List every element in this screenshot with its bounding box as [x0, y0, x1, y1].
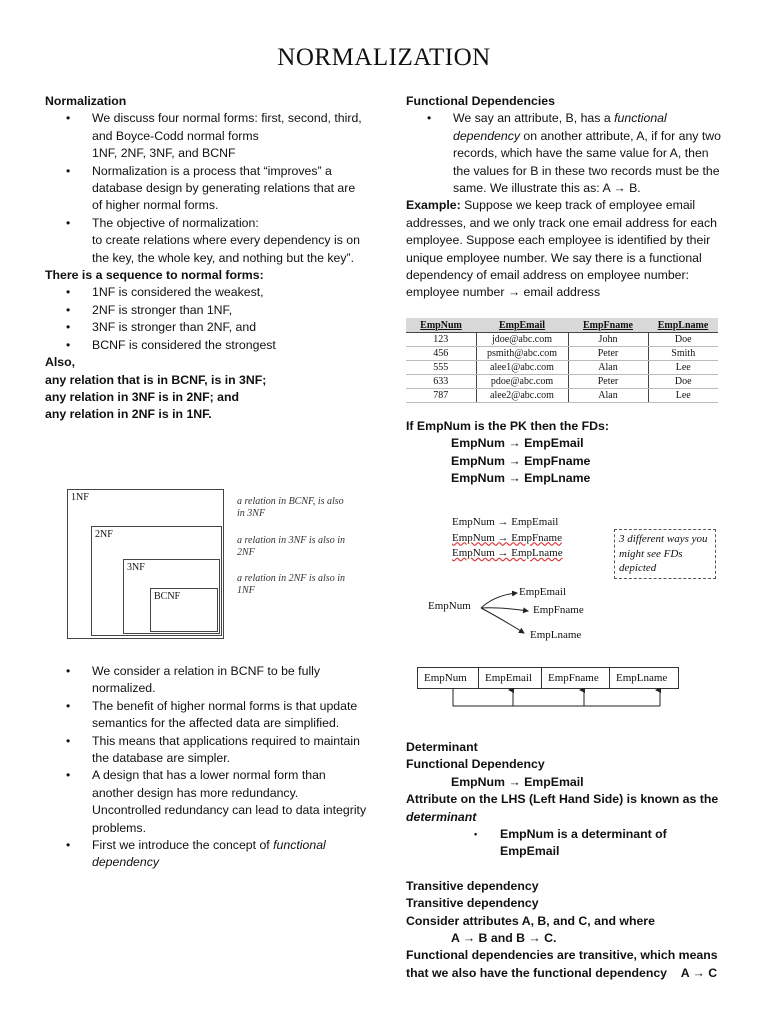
- transitive-text: Consider attributes A, B, and C, and where: [406, 913, 655, 928]
- example-fd: employee number → email address: [406, 285, 601, 300]
- also-line: any relation that is in BCNF, is in 3NF;: [45, 372, 267, 387]
- list-item: • BCNF is considered the strongest: [92, 337, 367, 354]
- determinant-fd: EmpNum → EmpEmail: [451, 774, 584, 789]
- table-header: EmpNum: [406, 318, 476, 333]
- fd-line: EmpNum → EmpEmail: [452, 516, 559, 528]
- relation-fd-arrows: [417, 688, 692, 710]
- list-item: • 2NF is stronger than 1NF,: [92, 302, 367, 319]
- sequence-heading: There is a sequence to normal forms:: [45, 268, 264, 283]
- label-bcnf: BCNF: [154, 591, 181, 602]
- section-heading-normalization: Normalization: [45, 94, 127, 108]
- sequence-list: [45, 284, 367, 354]
- page-title: NORMALIZATION: [277, 44, 491, 71]
- transitive-heading: Transitive dependency: [406, 878, 539, 893]
- relation-schema: [417, 667, 679, 689]
- note-bcnf: a relation in BCNF, is also in 3NF: [237, 496, 344, 519]
- list-item: • We say an attribute, B, has a functional dependency on another attribute, A, if for any two records, which have the same value for A, then the values for B in these two records must be the same. We illustrate this as: A → B.: [453, 110, 728, 197]
- fd-line: EmpNum → EmpLname: [452, 547, 563, 559]
- list-item: • We discuss four normal forms: first, second, third, and Boyce-Codd normal forms 1NF, 2NF, 3NF, and BCNF: [92, 110, 367, 162]
- fd-line: EmpNum → EmpEmail: [451, 436, 584, 451]
- relation-attribute: EmpEmail: [479, 668, 542, 688]
- fd-arrow-target: EmpLname: [530, 629, 582, 641]
- fd-line: EmpNum → EmpLname: [451, 471, 591, 486]
- determinant-bullet: • EmpNum is a determinant of EmpEmail: [474, 827, 667, 859]
- transitive-heading: Transitive dependency: [406, 896, 539, 911]
- table-header-row: [406, 318, 718, 333]
- bcnf-bullets-block: [45, 663, 367, 872]
- left-column: [45, 93, 367, 424]
- list-item: • We consider a relation in BCNF to be fully normalized.: [92, 663, 367, 698]
- list-item: • A design that has a lower normal form than another design has more redundancy. Uncontrolled redundancy can lead to data integrity problems.: [92, 767, 367, 837]
- right-column: [406, 93, 728, 302]
- bcnf-bullets: [45, 663, 367, 872]
- fd-line: EmpNum → EmpFname: [451, 453, 591, 468]
- note-2nf: a relation in 2NF is also in 1NF: [237, 573, 345, 596]
- fd-arrow-target: EmpFname: [533, 604, 584, 616]
- fd-arrow-source: EmpNum: [428, 600, 471, 612]
- table-header: EmpEmail: [476, 318, 568, 333]
- fd-depiction-note: 3 different ways you might see FDs depicted: [614, 529, 716, 579]
- determinant-term: determinant: [406, 809, 477, 824]
- list-item: • Normalization is a process that “improves” a database design by generating relations that are of higher normal forms.: [92, 163, 367, 215]
- label-1nf: 1NF: [71, 492, 89, 503]
- table-header: EmpFname: [568, 318, 648, 333]
- table-header: EmpLname: [648, 318, 718, 333]
- list-item: • 3NF is stronger than 2NF, and: [92, 319, 367, 336]
- fd-arrows: [470, 585, 540, 645]
- determinant-fd-heading: Functional Dependency: [406, 757, 545, 772]
- also-label: Also,: [45, 355, 76, 370]
- label-3nf: 3NF: [127, 562, 145, 573]
- fd-line: EmpNum → EmpFname: [452, 531, 562, 544]
- label-2nf: 2NF: [95, 529, 113, 540]
- employee-table: [406, 318, 718, 403]
- fd-text-depiction: [452, 515, 563, 562]
- determinant-heading: Determinant: [406, 740, 478, 754]
- transitive-text: Functional dependencies are transitive, which means that we also have the functional dependency A → C: [406, 948, 718, 980]
- table-row: 123 jdoe@abc.com John Doe: [406, 333, 718, 347]
- fd-bullets: [406, 110, 728, 197]
- list-item: • The objective of normalization: to create relations where every dependency is on the key, the whole key, and nothing but the key”.: [92, 215, 367, 267]
- table-row: 787 alee2@abc.com Alan Lee: [406, 389, 718, 403]
- transitive-fd: A → B and B → C.: [451, 931, 557, 946]
- pk-line: If EmpNum is the PK then the FDs:: [406, 419, 609, 433]
- also-line: any relation in 3NF is in 2NF; and: [45, 389, 240, 404]
- section-heading-fd: Functional Dependencies: [406, 94, 555, 108]
- table-row: 555 alee1@abc.com Alan Lee: [406, 361, 718, 375]
- determinant-text: Attribute on the LHS (Left Hand Side) is known as the: [406, 792, 719, 807]
- determinant-block: [406, 739, 728, 982]
- list-item: • First we introduce the concept of functional dependency: [92, 837, 367, 872]
- table-row: 633 pdoe@abc.com Peter Doe: [406, 375, 718, 389]
- pk-fds-block: [406, 418, 728, 488]
- fd-arrow-target: EmpEmail: [519, 586, 567, 598]
- relation-attribute: EmpNum: [418, 668, 479, 688]
- example-paragraph: Example: Suppose we keep track of employee email addresses, and we only track one email address for each employee. Suppose each employee is identified by their unique employee number. We say there is a functional dependency of email address on employee number:: [406, 198, 718, 283]
- list-item: • The benefit of higher normal forms is that update semantics for the affected data are simplified.: [92, 698, 367, 733]
- list-item: • This means that applications required to maintain the database are simpler.: [92, 733, 367, 768]
- note-3nf: a relation in 3NF is also in 2NF: [237, 535, 345, 558]
- relation-attribute: EmpFname: [542, 668, 610, 688]
- normalization-bullets: [45, 110, 367, 267]
- list-item: • 1NF is considered the weakest,: [92, 284, 367, 301]
- relation-attribute: EmpLname: [616, 672, 668, 684]
- table-row: 456 psmith@abc.com Peter Smith: [406, 347, 718, 361]
- also-line: any relation in 2NF is in 1NF.: [45, 407, 212, 422]
